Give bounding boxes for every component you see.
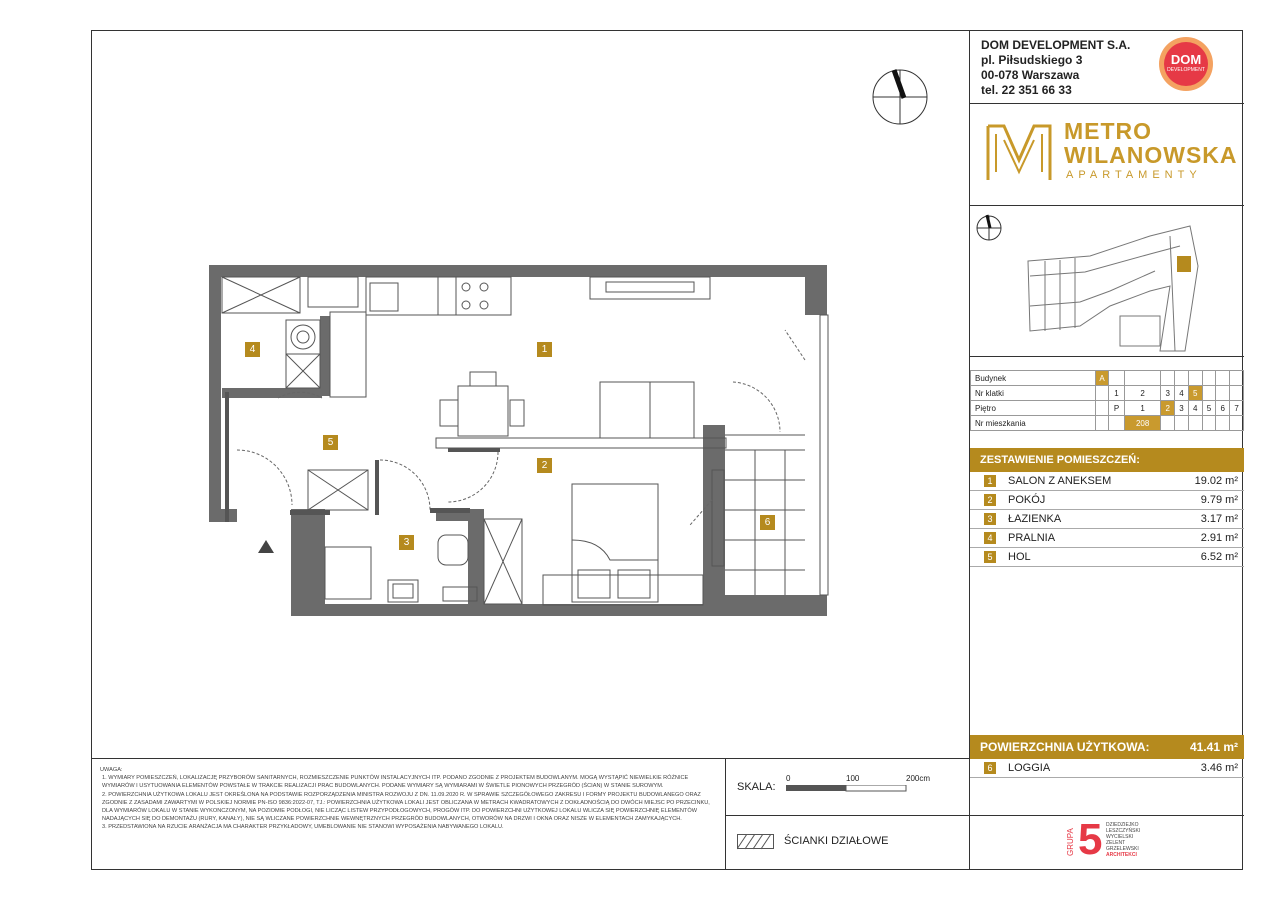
stair-cell-selected: 5 — [1188, 386, 1202, 401]
room-name: SALON Z ANEKSEM — [1008, 475, 1112, 487]
room-name: POKÓJ — [1008, 494, 1046, 506]
project-line-3: APARTAMENTY — [1066, 169, 1202, 181]
plan-label-4: 4 — [249, 344, 256, 355]
room-area: 9.79 m² — [1200, 494, 1238, 506]
architect-grupa: GRUPA — [1066, 828, 1075, 856]
room-num: 1 — [984, 475, 996, 487]
floor-cell-selected: 2 — [1161, 401, 1175, 416]
total-value: 41.41 m² — [1189, 740, 1238, 754]
room-row — [970, 529, 1244, 548]
note-item: 1. WYMIARY POMIESZCZEŃ, LOKALIZACJĘ PRZYBORÓW SANITARNYCH, ROZMIESZCZENIE PUNKTÓW INSTALACYJNYCH ITP. PODANO ZGODNIE Z PROJEKTEM BUDOWLANYM. MOGĄ WYSTĄPIĆ NIEWIELKIE RÓŻNICE WYMIARÓW I USYTUOWANIA ELEMENTÓW POWSTAŁE W TRAKCIE REALIZACJI PRAC BUDOWLANYCH. PODANE WYMIARY SĄ WYMIARAMI W ŚWIETLE PIONOWYCH PRZEGRÓD (ŚCIAN) W STANIE SUROWYM. — [102, 775, 689, 790]
room-name: HOL — [1008, 551, 1031, 563]
floor-cell: 4 — [1188, 401, 1202, 416]
company-name: DOM DEVELOPMENT S.A. — [981, 38, 1131, 52]
room-num: 3 — [984, 513, 996, 525]
architect-sub: ARCHITEKCI — [1106, 852, 1137, 858]
company-address-1: pl. Piłsudskiego 3 — [981, 53, 1083, 67]
floor-cell: 5 — [1202, 401, 1216, 416]
rooms-title: ZESTAWIENIE POMIESZCZEŃ: — [970, 448, 1244, 472]
room-area: 3.46 m² — [1200, 762, 1238, 774]
dom-logo-sub: DEVELOPMENT — [1167, 67, 1205, 73]
total-label: POWIERZCHNIA UŻYTKOWA: — [980, 740, 1150, 754]
room-num: 2 — [984, 494, 996, 506]
entrance-arrow-icon — [258, 540, 274, 553]
room-name: PRALNIA — [1008, 532, 1056, 544]
company-phone: tel. 22 351 66 33 — [981, 83, 1072, 97]
scale-label: SKALA: — [737, 781, 776, 793]
floor-cell: 6 — [1216, 401, 1230, 416]
dom-logo-text: DOM — [1170, 52, 1202, 67]
stair-label: Nr klatki — [971, 386, 1096, 401]
info-panel — [969, 30, 1243, 870]
hatch-legend-icon — [737, 834, 775, 850]
architect-name: DZIEDZIEJKO — [1106, 822, 1139, 828]
room-name: ŁAZIENKA — [1008, 513, 1062, 525]
project-line-2: WILANOWSKA — [1064, 142, 1238, 168]
key-plan — [970, 206, 1244, 356]
stair-cell: 4 — [1175, 386, 1189, 401]
room-row — [970, 548, 1244, 567]
dom-logo — [1158, 36, 1214, 92]
plan-label-6: 6 — [764, 517, 771, 528]
plan-label-2: 2 — [541, 460, 548, 471]
architect-name: ZELENT — [1106, 840, 1126, 846]
room-num: 6 — [984, 762, 996, 774]
room-area: 3.17 m² — [1200, 513, 1238, 525]
loggia-row — [970, 759, 1244, 778]
project-line-1: METRO — [1064, 118, 1153, 144]
apartment-info-table — [970, 370, 1244, 431]
floor-label: Piętro — [971, 401, 1096, 416]
plan-label-1: 1 — [541, 344, 548, 355]
total-area-bar — [970, 735, 1244, 759]
floor-cell: 1 — [1125, 401, 1161, 416]
notes — [100, 766, 716, 832]
building-label: Budynek — [971, 371, 1096, 386]
note-item: 3. PRZEDSTAWIONA NA RZUCIE ARANŻACJA MA CHARAKTER PRZYKŁADOWY, UMEBLOWANIE NIE STANOWI WYPOSAŻENIA NABYWANEGO LOKALU. — [102, 824, 504, 831]
scale-tick-200: 200cm — [906, 774, 931, 783]
room-area: 6.52 m² — [1200, 551, 1238, 563]
stair-cell: 3 — [1161, 386, 1175, 401]
legend-label: ŚCIANKI DZIAŁOWE — [784, 835, 889, 847]
architect-five: 5 — [1078, 815, 1103, 864]
notes-title: UWAGA: — [100, 767, 123, 773]
room-row — [970, 510, 1244, 529]
floor-cell: 3 — [1175, 401, 1189, 416]
compass-icon — [873, 70, 927, 124]
architect-name: WYCIELSKI — [1106, 834, 1134, 840]
company-info — [981, 38, 1130, 98]
stair-cell: 2 — [1125, 386, 1161, 401]
architect-logo — [1066, 815, 1156, 865]
apt-value: 208 — [1125, 416, 1161, 431]
floor-cell: P — [1109, 401, 1125, 416]
room-area: 19.02 m² — [1194, 475, 1238, 487]
scale-tick-100: 100 — [846, 774, 860, 783]
plan-label-3: 3 — [403, 537, 410, 548]
company-address-2: 00-078 Warszawa — [981, 68, 1080, 82]
room-name: LOGGIA — [1008, 762, 1051, 774]
building-value: A — [1096, 371, 1109, 386]
architect-name: LESZCZYŃSKI — [1106, 828, 1141, 834]
architect-name: GRZELEWSKI — [1106, 846, 1139, 852]
room-row — [970, 491, 1244, 510]
stair-cell: 1 — [1109, 386, 1125, 401]
plan-label-5: 5 — [327, 437, 334, 448]
metro-logo-icon — [984, 120, 1054, 186]
room-num: 5 — [984, 551, 996, 563]
room-row — [970, 472, 1244, 491]
apt-label: Nr mieszkania — [971, 416, 1096, 431]
walls — [209, 265, 827, 616]
note-item: 2. POWIERZCHNIA UŻYTKOWA LOKALU JEST OKREŚLONA NA PODSTAWIE ROZPORZĄDZENIA MINISTRA ROZWOJU Z DN. 11.09.2020 R. W SPRAWIE SZCZEGÓŁOWEGO ZAKRESU I FORMY PROJEKTU BUDOWLANEGO ORAZ ZGODNIE Z ZASADAMI ZAWARTYMI W POLSKIEJ NORMIE PN-ISO 9836:2022-07, TJ.: POWIERZCHNIA UŻYTKOWA LOKALI JEST OBLICZANA W METRACH KWADRATOWYCH Z DOKŁADNOŚCIĄ DO DWÓCH MIEJSC PO PRZECINKU, DLA WYMIARÓW LOKALU W STANIE WYKONCZONYM, NA POZIOMIE PODŁOGI, NIE LICZĄC LISTEW PRZYPODŁOGOWYCH, PROGÓW ITP. DO POWIERZCHNI UŻYTKOWEJ LOKALU WLICZA SIĘ POWIERZCHNIĘ ELEMENTÓW NADAJĄCYCH SIĘ DO DEMONTAŻU (RURY, KANAŁY), NIE SĄ WLICZANE POWIERZCHNIE WEWNĘTRZNYCH PRZEGRÓD BUDOWLANYCH, OTWORÓW NA DRZWI I OKNA ORAZ NISZE W ELEMENTACH ZAMYKAJĄCYCH. — [102, 791, 710, 823]
room-area: 2.91 m² — [1200, 532, 1238, 544]
room-num: 4 — [984, 532, 996, 544]
floor-cell: 7 — [1230, 401, 1244, 416]
scale-bar — [786, 785, 908, 793]
scale-tick-0: 0 — [786, 774, 791, 783]
